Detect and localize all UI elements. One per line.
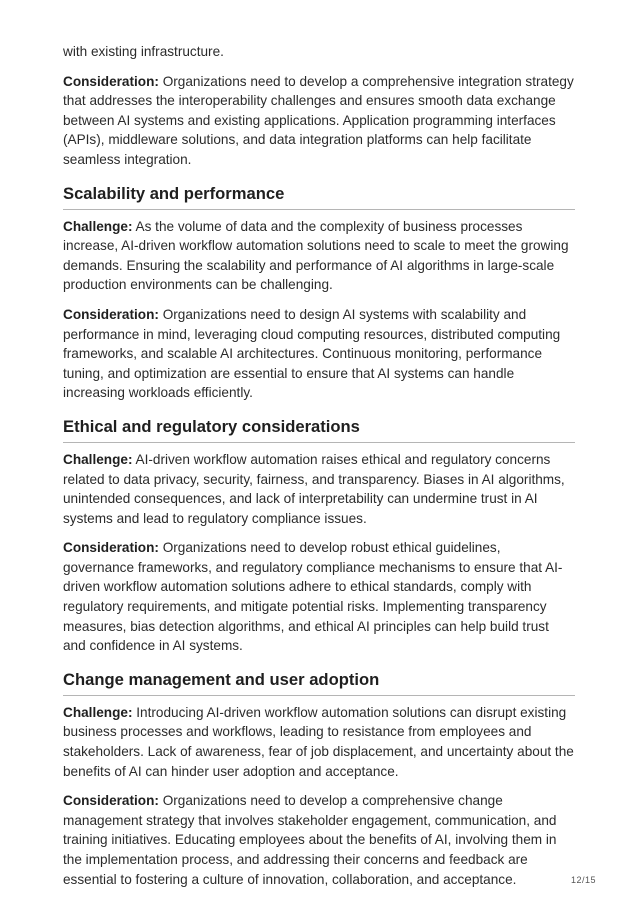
challenge-label: Challenge:	[63, 451, 133, 467]
challenge-label: Challenge:	[63, 218, 133, 234]
consideration-text: Organizations need to develop a comprehensive change management strategy that involves stakeholder engagement, communication, and training initiatives. Educating employees about the benefits of AI, involving them in the implementation process, and addressing their concerns and feedback are essential to fostering a culture of innovation, collaboration, and acceptance.	[63, 793, 557, 887]
consideration-paragraph	[63, 538, 575, 656]
challenge-text: As the volume of data and the complexity of business processes increase, AI-driven workflow automation solutions need to scale to meet the growing demands. Ensuring the scalability and performance of AI algorithms in large-scale production environments can be challenging.	[63, 218, 569, 293]
consideration-label: Consideration:	[63, 540, 159, 556]
consideration-paragraph	[63, 791, 575, 889]
consideration-paragraph	[63, 305, 575, 403]
challenge-label: Challenge:	[63, 704, 133, 720]
consideration-label: Consideration:	[63, 793, 159, 809]
section-change-management	[63, 670, 575, 889]
challenge-paragraph	[63, 703, 575, 781]
consideration-label: Consideration:	[63, 73, 159, 89]
intro-consideration-paragraph	[63, 72, 575, 170]
section-ethical-regulatory	[63, 417, 575, 656]
section-heading: Scalability and performance	[63, 184, 575, 210]
challenge-paragraph	[63, 217, 575, 295]
consideration-label: Consideration:	[63, 306, 159, 322]
page-number: 12/15	[570, 875, 596, 885]
challenge-paragraph	[63, 450, 575, 528]
consideration-text: Organizations need to design AI systems with scalability and performance in mind, leveraging cloud computing resources, distributed computing frameworks, and scalable AI architectures. Continuous monitoring, performance tuning, and optimization are essential to ensure that AI systems can handle increasing workloads efficiently.	[63, 306, 561, 401]
document-page	[63, 0, 575, 889]
section-heading: Change management and user adoption	[63, 670, 575, 696]
section-heading: Ethical and regulatory considerations	[63, 417, 575, 443]
section-scalability	[63, 184, 575, 403]
consideration-text: Organizations need to develop a comprehensive integration strategy that addresses the interoperability challenges and ensures smooth data exchange between AI systems and existing applications. Application programming interfaces (APIs), middleware solutions, and data integration platforms can help facilitate seamless integration.	[63, 73, 574, 167]
consideration-text: Organizations need to develop robust ethical guidelines, governance frameworks, and regulatory compliance mechanisms to ensure that AI-driven workflow automation solutions adhere to ethical standards, comply with regulatory requirements, and mitigate potential risks. Implementing transparency measures, bias detection algorithms, and ethical AI principles can help build trust and confidence in AI systems.	[63, 540, 563, 654]
challenge-text: AI-driven workflow automation raises ethical and regulatory concerns related to data privacy, security, fairness, and transparency. Biases in AI algorithms, unintended consequences, and lack of interpretability can undermine trust in AI systems and lead to regulatory compliance issues.	[63, 451, 565, 526]
challenge-text: Introducing AI-driven workflow automation solutions can disrupt existing business processes and workflows, leading to resistance from employees and stakeholders. Lack of awareness, fear of job displacement, and uncertainty about the benefits of AI can hinder user adoption and acceptance.	[63, 704, 574, 779]
intro-continuation: with existing infrastructure.	[63, 44, 224, 59]
